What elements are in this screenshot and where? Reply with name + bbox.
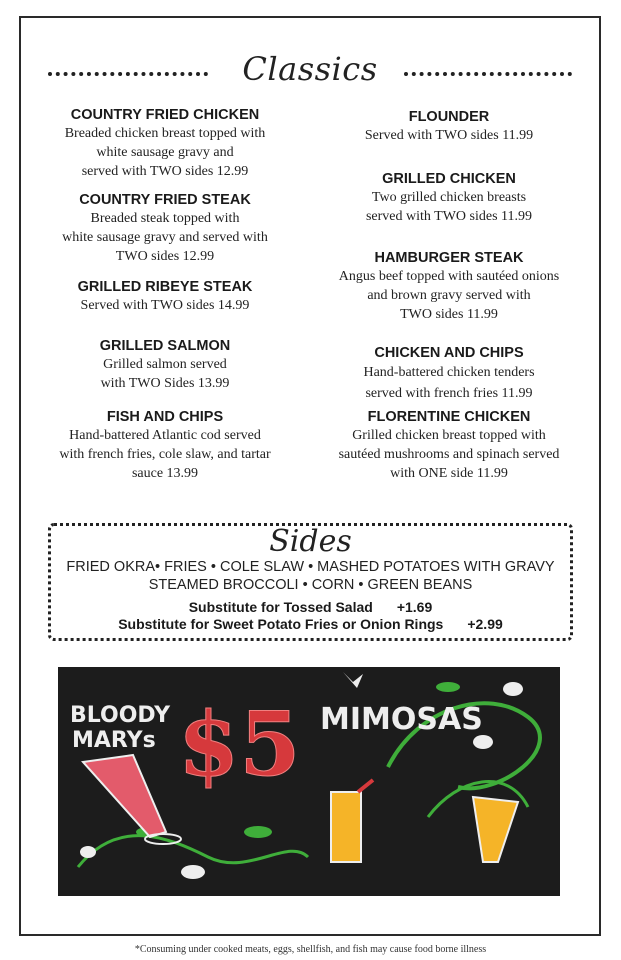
item-name: GRILLED SALMON (99, 338, 231, 354)
classics-heading (48, 50, 572, 90)
substitute-price: +2.99 (467, 616, 503, 632)
bloody-mary-glass-icon (83, 755, 166, 837)
menu-item-grilled-salmon (40, 337, 290, 393)
promo-price: $5 (178, 692, 301, 796)
item-name: COUNTRY FRIED STEAK (79, 192, 251, 208)
menu-item-fish-and-chips (40, 408, 290, 483)
item-description: Breaded steak topped with white sausage gravy and served with TWO sides 12.99 (62, 211, 268, 264)
hummingbird-icon (343, 672, 363, 688)
menu-item-grilled-ribeye-steak (40, 278, 290, 315)
leaf-icon (436, 682, 460, 692)
menu-item-hamburger-steak (320, 249, 578, 324)
item-description: Hand-battered Atlantic cod served with french fries, cole slaw, and tartar sauce 13.99 (59, 428, 271, 481)
substitute-price: +1.69 (396, 599, 433, 615)
item-name: CHICKEN AND CHIPS (374, 345, 524, 361)
item-description: Two grilled chicken breasts served with TWO sides 11.99 (365, 190, 533, 224)
menu-item-grilled-chicken (320, 170, 578, 226)
item-name: FLOUNDER (408, 109, 490, 125)
substitute-salad (51, 599, 570, 616)
sides-title: Sides (269, 524, 352, 559)
substitute-sweet-potato (51, 616, 570, 633)
item-name: FISH AND CHIPS (106, 409, 224, 425)
classics-title: Classics (242, 50, 378, 88)
item-name: GRILLED RIBEYE STEAK (77, 279, 253, 295)
footnote-disclaimer: *Consuming under cooked meats, eggs, shellfish, and fish may cause food borne illness (134, 944, 487, 955)
champagne-glass-icon (473, 797, 518, 862)
mimosa-glass-icon (331, 792, 361, 862)
leaf-icon (244, 826, 272, 838)
vine-decoration (78, 836, 308, 867)
item-name: GRILLED CHICKEN (382, 171, 516, 187)
sides-list-line-2: STEAMED BROCCOLI • CORN • GREEN BEANS (148, 577, 473, 593)
item-description: Angus beef topped with sautéed onions and brown gravy served with TWO sides 11.99 (338, 269, 560, 322)
item-description: Grilled chicken breast topped with sautéed mushrooms and spinach served with ONE side 11.99 (338, 428, 560, 481)
menu-item-chicken-and-chips (320, 344, 578, 404)
straw-icon (358, 780, 373, 792)
promo-artwork (58, 667, 560, 896)
bloody-label-line-1: BLOODY (70, 703, 170, 728)
menu-item-country-fried-steak (40, 191, 290, 266)
mimosas-label: MIMOSAS (320, 702, 483, 737)
bloody-label-line-2: MARYs (72, 728, 156, 753)
menu-item-flounder (320, 108, 578, 145)
substitute-label: Substitute for Tossed Salad (188, 599, 373, 615)
item-description: Hand-battered chicken tenders served with french fries 11.99 (363, 365, 535, 401)
item-description: Grilled salmon served with TWO Sides 13.99 (100, 357, 230, 391)
item-name: FLORENTINE CHICKEN (367, 409, 531, 425)
flower-icon (503, 682, 523, 696)
menu-item-country-fried-chicken (40, 106, 290, 181)
item-name: HAMBURGER STEAK (374, 250, 524, 266)
dotted-divider-right (404, 72, 572, 80)
menu-item-florentine-chicken (320, 408, 578, 483)
flower-icon (181, 865, 205, 879)
item-description: Served with TWO sides 14.99 (80, 298, 250, 313)
item-name: COUNTRY FRIED CHICKEN (70, 107, 260, 123)
sides-box (48, 523, 573, 641)
item-description: Breaded chicken breast topped with white sausage gravy and served with TWO sides 12.99 (64, 126, 266, 179)
item-description: Served with TWO sides 11.99 (364, 128, 534, 143)
substitute-label: Substitute for Sweet Potato Fries or Onion Rings (118, 616, 444, 632)
flower-icon (473, 735, 493, 749)
sides-list-line-1: FRIED OKRA• FRIES • COLE SLAW • MASHED POTATOES WITH GRAVY (66, 559, 555, 575)
flower-icon (80, 846, 96, 858)
drink-promo-chalkboard (58, 667, 560, 896)
